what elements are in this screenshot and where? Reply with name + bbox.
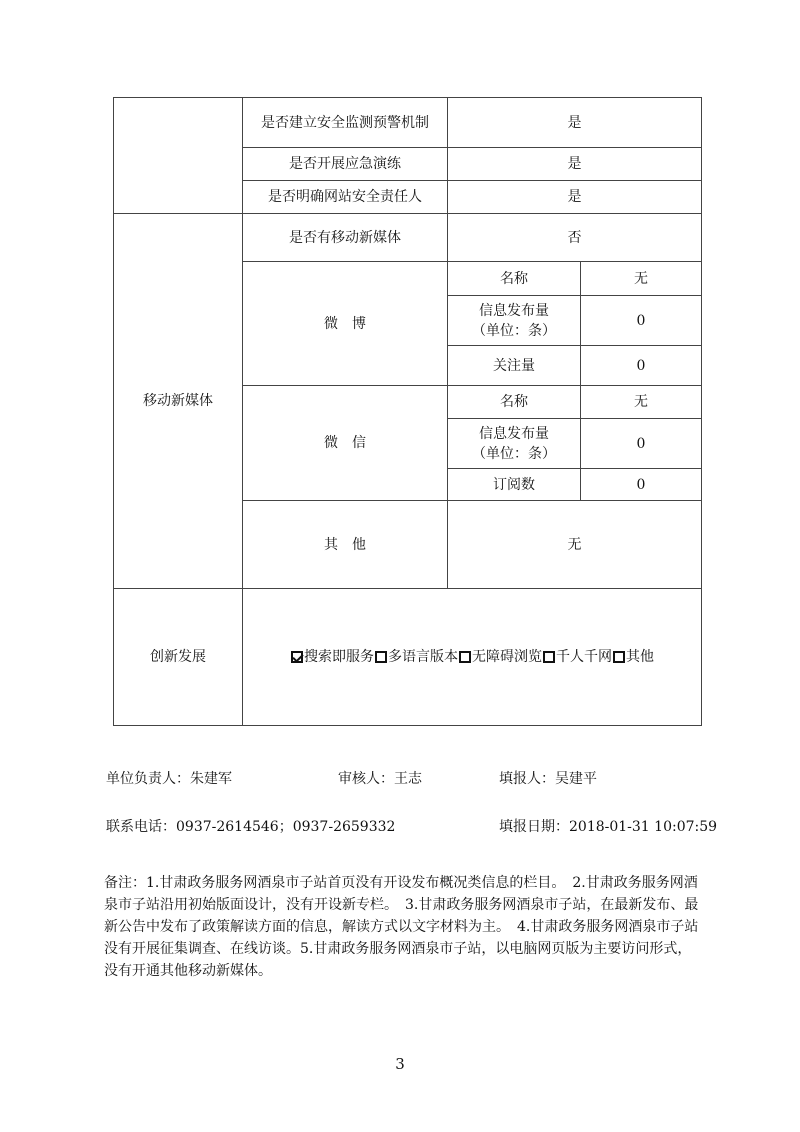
date-text: 填报日期：2018-01-31 10:07:59 (499, 819, 718, 835)
checkbox-icon[interactable] (459, 651, 471, 663)
security-label: 是否明确网站安全责任人 (243, 181, 448, 214)
weixin-row-label (448, 419, 581, 469)
weibo-publish-label: 信息发布量（单位：条） (472, 302, 556, 339)
security-value: 是 (448, 148, 702, 181)
security-label: 是否开展应急演练 (243, 148, 448, 181)
checkbox-checked-icon[interactable] (291, 651, 303, 663)
weixin-row-value: 0 (581, 469, 702, 501)
weibo-label: 微 博 (243, 262, 448, 386)
innovation-option: 无障碍浏览 (472, 649, 542, 665)
leader-text: 单位负责人：朱建军 (106, 771, 232, 787)
weibo-row-value: 0 (581, 296, 702, 346)
innovation-options (243, 589, 702, 726)
weixin-row-value: 无 (581, 386, 702, 419)
weixin-row-label: 订阅数 (448, 469, 581, 501)
security-value: 是 (448, 98, 702, 148)
innovation-option: 搜索即服务 (304, 649, 374, 665)
weixin-row-value: 0 (581, 419, 702, 469)
remarks-note: 备注：1.甘肃政务服务网酒泉市子站首页没有开设发布概况类信息的栏目。 2.甘肃政务服务网酒泉市子站沿用初始版面设计，没有开设新专栏。 3.甘肃政务服务网酒泉市子站，在最新发布、最新公告中发布了政策解读方面的信息，解读方式以文字材料为主。 4.甘肃政务服务网酒泉市子站没有开展征集调查、在线访谈。5.甘肃政务服务网酒泉市子站，以电脑网页版为主要访问形式，没有开通其他移动新媒体。 (104, 875, 699, 979)
weibo-row-label (448, 296, 581, 346)
security-label: 是否建立安全监测预警机制 (261, 114, 429, 131)
checkbox-icon[interactable] (543, 651, 555, 663)
other-label: 其 他 (243, 501, 448, 589)
weibo-row-value: 无 (581, 262, 702, 296)
weixin-publish-label: 信息发布量（单位：条） (472, 425, 556, 462)
report-table (113, 97, 702, 726)
innovation-option: 千人千网 (556, 649, 612, 665)
innovation-option: 多语言版本 (388, 649, 458, 665)
filler-text: 填报人：吴建平 (499, 771, 597, 787)
security-section-cell (114, 98, 243, 214)
security-label-cell (243, 98, 448, 148)
other-value: 无 (448, 501, 702, 589)
checkbox-icon[interactable] (375, 651, 387, 663)
weixin-label: 微 信 (243, 386, 448, 501)
reviewer-text: 审核人：王志 (338, 771, 422, 787)
weixin-row-label: 名称 (448, 386, 581, 419)
has-media-value: 否 (448, 214, 702, 262)
weibo-row-label: 关注量 (448, 346, 581, 386)
has-media-label: 是否有移动新媒体 (243, 214, 448, 262)
page-number: 3 (395, 1055, 405, 1073)
security-value: 是 (448, 181, 702, 214)
weibo-row-label: 名称 (448, 262, 581, 296)
checkbox-icon[interactable] (613, 651, 625, 663)
phone-text: 联系电话：0937-2614546；0937-2659332 (106, 819, 396, 835)
weibo-row-value: 0 (581, 346, 702, 386)
innovation-label: 创新发展 (114, 589, 243, 726)
innovation-option: 其他 (626, 649, 654, 665)
media-section-label: 移动新媒体 (114, 214, 243, 589)
